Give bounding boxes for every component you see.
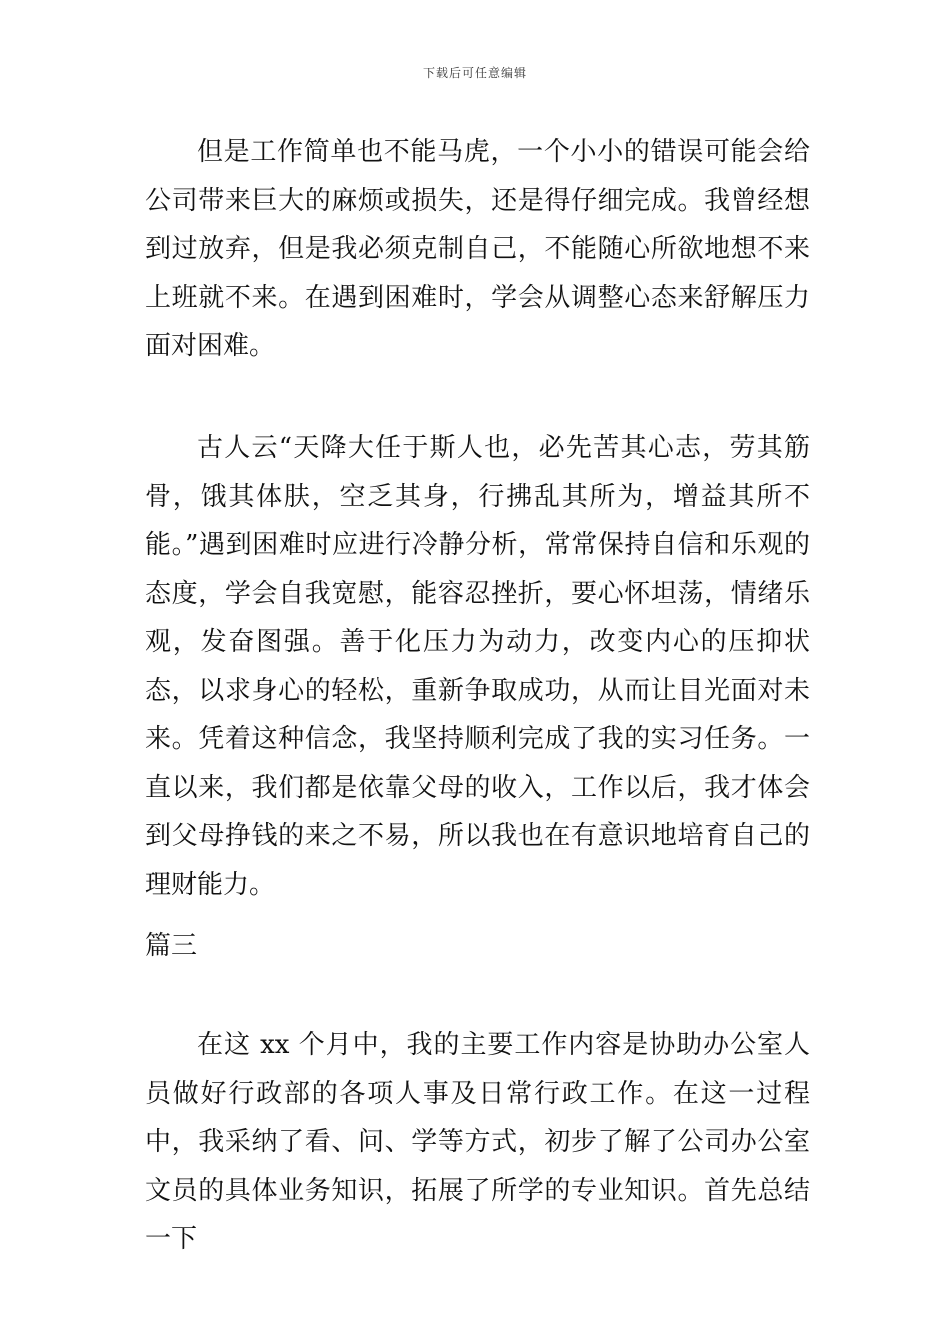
section-heading-block [145,922,810,971]
paragraph-2 [145,424,810,909]
paragraph-text: 在这 xx 个月中，我的主要工作内容是协助办公室人员做好行政部的各项人事及日常行政工作。在这一过程中，我采纳了看、问、学等方式，初步了解了公司办公室文员的具体业务知识，拓展了所学的专业知识。首先总结一下 [145,1030,810,1254]
paragraph-3 [145,1021,810,1264]
paragraph-1 [145,128,810,371]
paragraph-text: 古人云“天降大任于斯人也，必先苦其心志，劳其筋骨，饿其体肤，空乏其身，行拂乱其所为，增益其所不能。”遇到困难时应进行冷静分析，常常保持自信和乐观的态度，学会自我宽慰，能容忍挫折，要心怀坦荡，情绪乐观，发奋图强。善于化压力为动力，改变内心的压抑状态，以求身心的轻松，重新争取成功，从而让目光面对未来。凭着这种信念，我坚持顺利完成了我的实习任务。一直以来，我们都是依靠父母的收入，工作以后，我才体会到父母挣钱的来之不易，所以我也在有意识地培育自己的理财能力。 [145,433,810,900]
paragraph-text: 但是工作简单也不能马虎，一个小小的错误可能会给公司带来巨大的麻烦或损失，还是得仔细完成。我曾经想到过放弃，但是我必须克制自己，不能随心所欲地想不来上班就不来。在遇到困难时，学会从调整心态来舒解压力面对困难。 [145,137,810,361]
header-note: 下载后可任意编辑 [422,66,527,80]
section-heading: 篇三 [145,931,198,961]
